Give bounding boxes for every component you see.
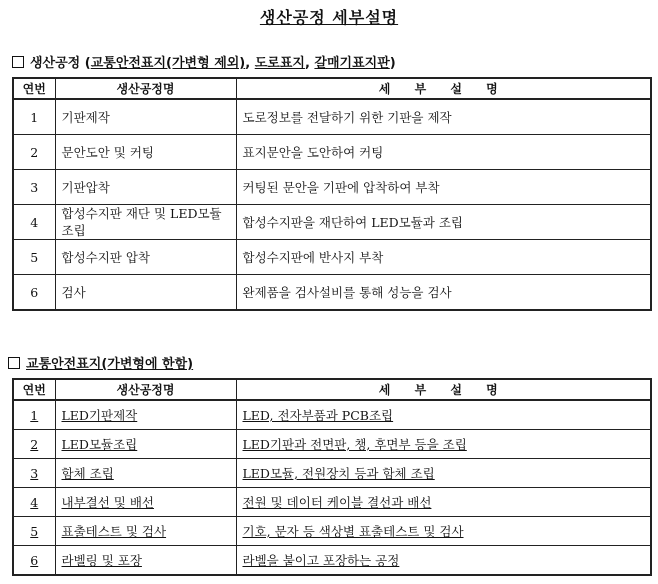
table-row [13, 430, 651, 459]
table-row [13, 400, 651, 430]
row-number [13, 459, 55, 488]
process-name: 문안도안 및 커팅 [55, 135, 236, 170]
process-description [236, 430, 651, 459]
process-name-text: 라벨링 및 포장 [61, 553, 142, 568]
table-row [13, 488, 651, 517]
process-name [55, 517, 236, 546]
section1-heading-road-signs: 도로표지 [254, 56, 305, 71]
process-description: 합성수지판을 재단하여 LED모듈과 조립 [236, 205, 651, 240]
section1-heading-chevron-signs: 갈매기표지판 [314, 56, 390, 71]
row-number [13, 488, 55, 517]
row-number-text: 3 [30, 465, 39, 481]
process-description: 커팅된 문안을 기판에 압착하여 부착 [236, 170, 651, 205]
section1-heading-close: ) [389, 56, 396, 71]
process-name-text: 내부결선 및 배선 [61, 495, 154, 510]
process-name-text: 함체 조립 [61, 466, 114, 481]
process-name-text: LED모듈조립 [61, 437, 138, 452]
column-header-description: 세 부 설 명 [236, 379, 651, 400]
process-description-text: LED기판과 전면판, 챙, 후면부 등을 조립 [242, 437, 467, 452]
row-number-text: 6 [30, 552, 39, 568]
process-name: 기판제작 [55, 99, 236, 135]
column-header-no: 연번 [13, 78, 55, 99]
row-number [13, 517, 55, 546]
table-row [13, 459, 651, 488]
table-row [13, 205, 651, 240]
process-description [236, 546, 651, 576]
process-table-1 [12, 77, 652, 311]
process-description: 완제품을 검사설비를 통해 성능을 검사 [236, 275, 651, 311]
process-description: 표지문안을 도안하여 커팅 [236, 135, 651, 170]
row-number: 5 [13, 240, 55, 275]
table-row [13, 170, 651, 205]
process-description-text: 기호, 문자 등 색상별 표출테스트 및 검사 [242, 524, 464, 539]
section2-heading-text: 교통안전표지(가변형에 한함) [26, 357, 194, 372]
process-name: 기판압착 [55, 170, 236, 205]
process-description [236, 459, 651, 488]
table-row [13, 135, 651, 170]
row-number [13, 546, 55, 576]
column-header-no: 연번 [13, 379, 55, 400]
table-header-row [13, 78, 651, 99]
table-row [13, 240, 651, 275]
row-number: 4 [13, 205, 55, 240]
table-row [13, 99, 651, 135]
row-number-text: 2 [30, 436, 39, 452]
column-header-description: 세 부 설 명 [236, 78, 651, 99]
row-number-text: 4 [30, 494, 39, 510]
process-description-text: LED, 전자부품과 PCB조립 [242, 408, 394, 423]
section1-heading-text: 생산공정 ( [30, 56, 91, 71]
table-header-row [13, 379, 651, 400]
column-header-process-name: 생산공정명 [55, 379, 236, 400]
process-name [55, 459, 236, 488]
table-row [13, 275, 651, 311]
process-description [236, 400, 651, 430]
row-number: 1 [13, 99, 55, 135]
row-number: 2 [13, 135, 55, 170]
process-name [55, 400, 236, 430]
row-number: 6 [13, 275, 55, 311]
row-number: 3 [13, 170, 55, 205]
process-description: 도로정보를 전달하기 위한 기판을 제작 [236, 99, 651, 135]
process-name-text: LED기판제작 [61, 408, 138, 423]
process-name: 합성수지판 압착 [55, 240, 236, 275]
table-row [13, 546, 651, 576]
process-name [55, 546, 236, 576]
process-name [55, 488, 236, 517]
section1-heading-separator: , [245, 56, 255, 71]
process-name: 합성수지판 재단 및 LED모듈조립 [55, 205, 236, 240]
process-description [236, 488, 651, 517]
row-number-text: 5 [30, 523, 39, 539]
table-row [13, 517, 651, 546]
row-number [13, 400, 55, 430]
process-description: 합성수지판에 반사지 부착 [236, 240, 651, 275]
section1-heading-traffic-signs: 교통안전표지(가변형 제외) [90, 56, 246, 71]
column-header-process-name: 생산공정명 [55, 78, 236, 99]
process-name [55, 430, 236, 459]
document-title: 생산공정 세부설명 [259, 8, 399, 27]
checkbox-square-icon [12, 56, 24, 68]
row-number [13, 430, 55, 459]
process-description-text: 라벨을 붙이고 포장하는 공정 [242, 553, 400, 568]
process-description-text: LED모듈, 전원장치 등과 함체 조립 [242, 466, 435, 481]
checkbox-square-icon [8, 357, 20, 369]
section1-heading-separator: , [304, 56, 315, 71]
process-table-2 [12, 378, 652, 576]
process-description [236, 517, 651, 546]
section1-heading [12, 52, 396, 71]
process-description-text: 전원 및 데이터 케이블 결선과 배선 [242, 495, 432, 510]
row-number-text: 1 [30, 407, 39, 423]
process-name: 검사 [55, 275, 236, 311]
process-name-text: 표출테스트 및 검사 [61, 524, 167, 539]
section2-heading [8, 353, 193, 372]
